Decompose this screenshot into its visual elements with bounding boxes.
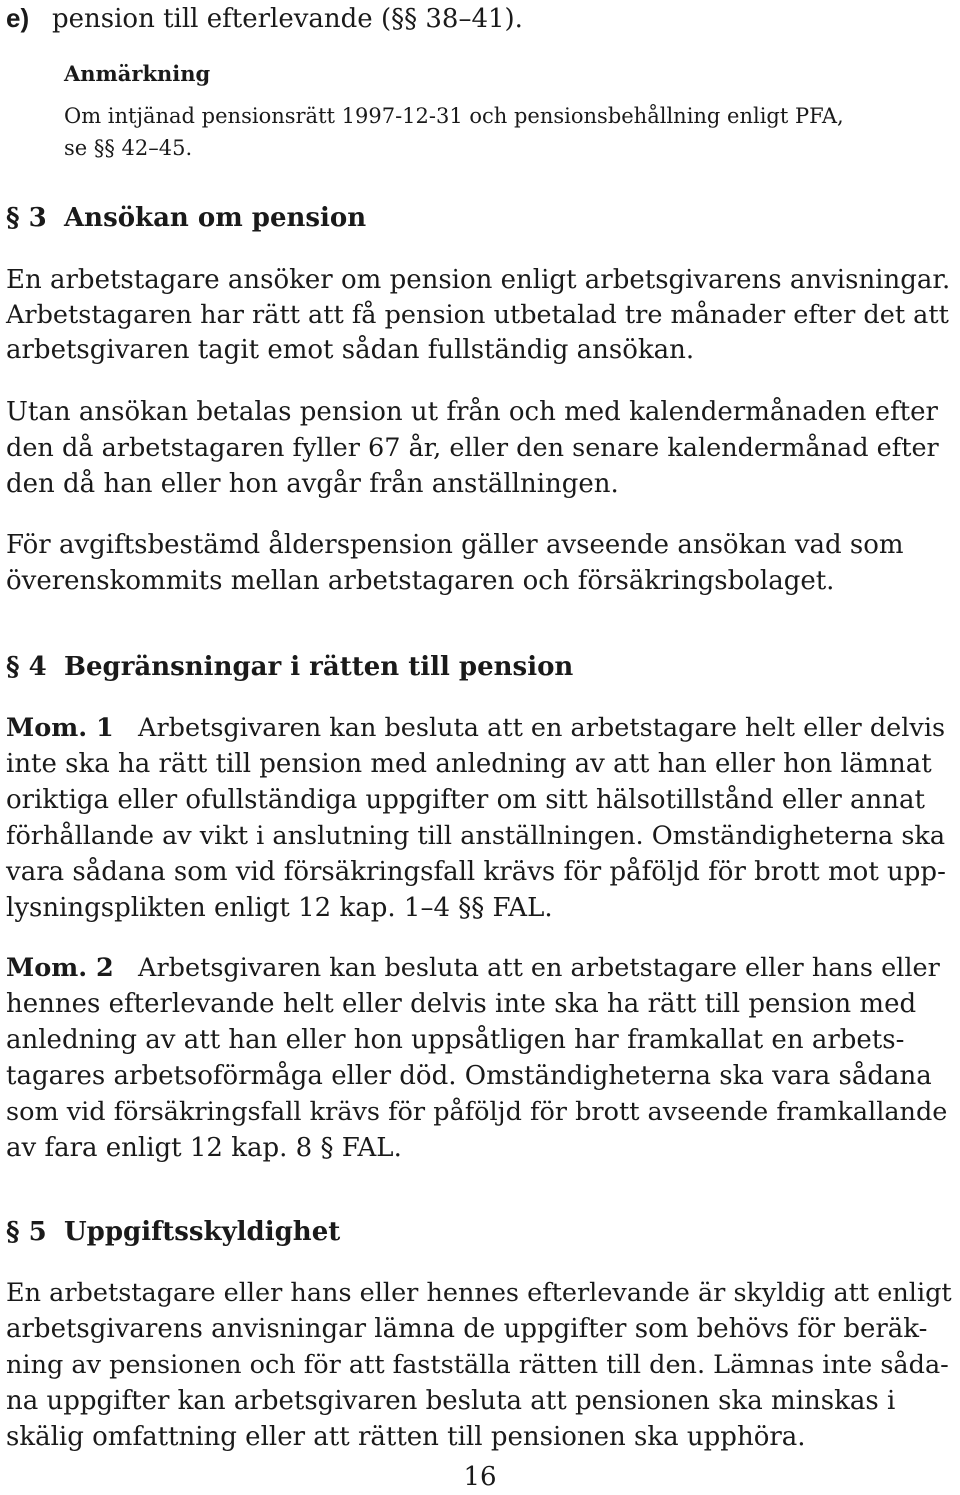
section-number: § 4 (6, 652, 47, 682)
paragraph-line: För avgiftsbestämd ålderspension gäller avseende ansökan vad som (6, 530, 904, 560)
paragraph-line: anledning av att han eller hon uppsåtligen har framkallat en arbets- (6, 1025, 905, 1055)
paragraph-line: vara sådana som vid försäkringsfall krävs för påföljd för brott mot upp- (6, 857, 946, 887)
paragraph-line: förhållande av vikt i anslutning till anställningen. Omständigheterna ska (6, 821, 946, 851)
section-title: Uppgiftsskyldighet (64, 1217, 341, 1247)
list-item-e (6, 0, 523, 36)
paragraph-line: En arbetstagare eller hans eller hennes efterlevande är skyldig att enligt (6, 1278, 952, 1308)
list-item-letter: e) (6, 3, 30, 33)
paragraph-line: ning av pensionen och för att fastställa rätten till den. Lämnas inte såda- (6, 1350, 949, 1380)
section-title: Ansökan om pension (64, 203, 367, 233)
paragraph-line: den då arbetstagaren fyller 67 år, eller den senare kalendermånad efter (6, 433, 939, 463)
mom-paragraph-line (6, 710, 945, 746)
section-heading-4 (6, 649, 573, 685)
remark-title: Anmärkning (64, 61, 211, 86)
paragraph-line: arbetsgivarens anvisningar lämna de uppgifter som behövs för beräk- (6, 1314, 928, 1344)
paragraph-line: na uppgifter kan arbetsgivaren besluta att pensionen ska minskas i (6, 1386, 896, 1416)
paragraph-line: hennes efterlevande helt eller delvis inte ska ha rätt till pension med (6, 989, 917, 1019)
section-number: § 5 (6, 1217, 47, 1247)
section-number: § 3 (6, 203, 47, 233)
paragraph-line: överenskommits mellan arbetstagaren och försäkringsbolaget. (6, 566, 835, 596)
paragraph-line: arbetsgivaren tagit emot sådan fullständig ansökan. (6, 335, 695, 365)
mom-label: Mom. 1 (6, 713, 114, 743)
section-heading-3 (6, 200, 366, 236)
mom-text: Arbetsgivaren kan besluta att en arbetstagare eller hans eller (138, 953, 940, 983)
section-heading-5 (6, 1214, 340, 1250)
list-item-text: pension till efterlevande (§§ 38–41). (52, 4, 523, 34)
remark-line: Om intjänad pensionsrätt 1997-12-31 och pensionsbehållning enligt PFA, (64, 104, 844, 128)
paragraph-line: inte ska ha rätt till pension med anledning av att han eller hon lämnat (6, 749, 932, 779)
mom-label: Mom. 2 (6, 953, 114, 983)
paragraph-line: skälig omfattning eller att rätten till pensionen ska upphöra. (6, 1422, 806, 1452)
paragraph-line: Utan ansökan betalas pension ut från och med kalendermånaden efter (6, 397, 938, 427)
paragraph-line: En arbetstagare ansöker om pension enligt arbetsgivarens anvisningar. (6, 265, 951, 295)
paragraph-line: tagares arbetsoförmåga eller död. Omständigheterna ska vara sådana (6, 1061, 932, 1091)
paragraph-line: oriktiga eller ofullständiga uppgifter om sitt hälsotillstånd eller annat (6, 785, 925, 815)
mom-paragraph-line (6, 950, 940, 986)
paragraph-line: av fara enligt 12 kap. 8 § FAL. (6, 1133, 402, 1163)
paragraph-line: som vid försäkringsfall krävs för påföljd för brott avseende framkallande (6, 1097, 948, 1127)
remark-line: se §§ 42–45. (64, 136, 193, 160)
paragraph-line: den då han eller hon avgår från anställningen. (6, 469, 619, 499)
page-number: 16 (463, 1462, 497, 1492)
mom-text: Arbetsgivaren kan besluta att en arbetstagare helt eller delvis (138, 713, 946, 743)
paragraph-line: Arbetstagaren har rätt att få pension utbetalad tre månader efter det att (6, 300, 949, 330)
section-title: Begränsningar i rätten till pension (64, 652, 574, 682)
paragraph-line: lysningsplikten enligt 12 kap. 1–4 §§ FAL. (6, 893, 553, 923)
